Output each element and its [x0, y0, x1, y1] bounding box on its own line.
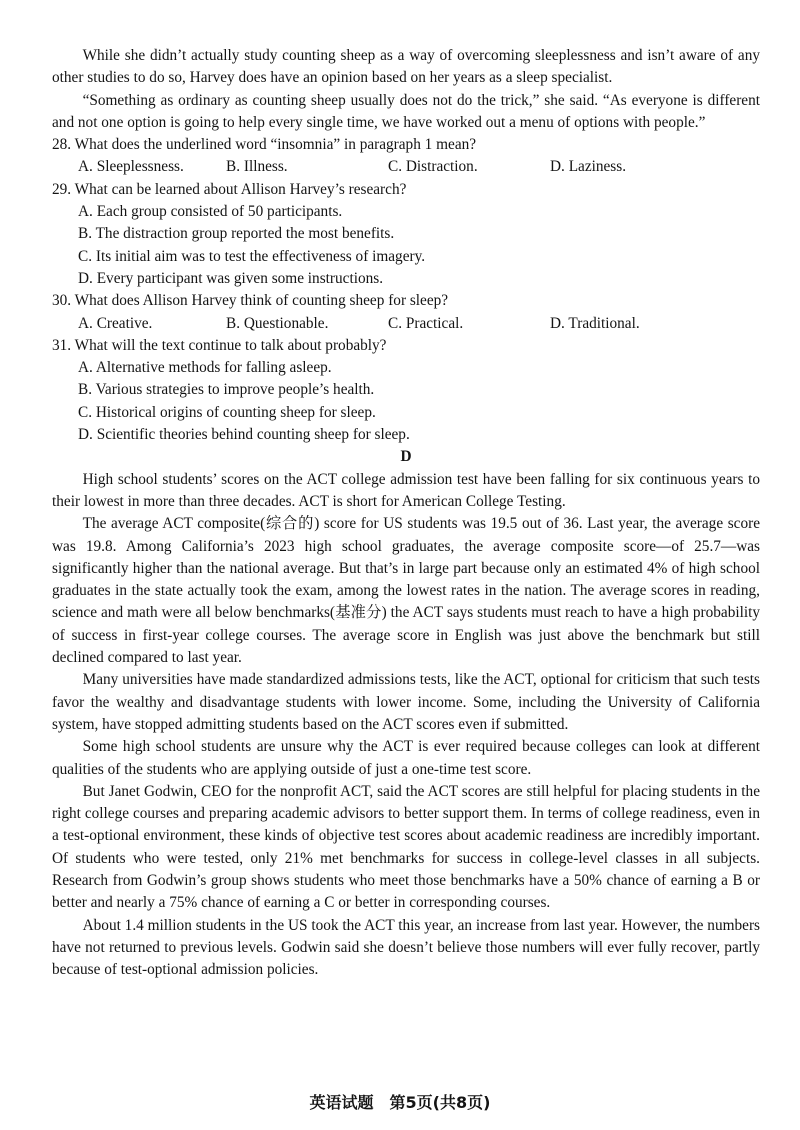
option-a: A. Alternative methods for falling asleep.: [78, 359, 332, 377]
question-stem: 31. What will the text continue to talk about probably?: [52, 336, 387, 354]
question-31: [52, 335, 760, 446]
option-d: D. Laziness.: [550, 158, 627, 176]
passage-d-paragraph: Some high school students are unsure why the ACT is ever required because colleges can look at different qualities of the students who are applying outside of just a one-time test score.: [52, 738, 760, 778]
question-stem: 29. What can be learned about Allison Harvey’s research?: [52, 180, 407, 198]
option-d: D. Scientific theories behind counting sheep for sleep.: [78, 426, 410, 444]
question-stem: 28. What does the underlined word “insomnia” in paragraph 1 mean?: [52, 136, 477, 154]
passage-d-paragraph: Many universities have made standardized admissions tests, like the ACT, optional for criticism that such tests favor the wealthy and disadvantage students with lower income. Some, including the University of California system, have stopped admitting students based on the ACT scores even if submitted.: [52, 671, 760, 733]
question-29: [52, 179, 760, 290]
option-b: B. Questionable.: [226, 314, 329, 332]
section-title: D: [400, 448, 412, 466]
options-column: [78, 201, 760, 290]
option-a: A. Each group consisted of 50 participants.: [78, 203, 343, 221]
question-28: [52, 134, 760, 179]
page-footer: 英语试题 第5页(共8页): [309, 1093, 491, 1112]
option-c: C. Distraction.: [388, 158, 478, 176]
option-c: C. Historical origins of counting sheep for sleep.: [78, 403, 376, 421]
question-30: [52, 290, 760, 335]
option-d: D. Traditional.: [550, 314, 640, 332]
passage-c-paragraph: While she didn’t actually study counting sheep as a way of overcoming sleeplessness and isn’t aware of any other studies to do so, Harvey does have an opinion based on her years as a sleep specialist.: [52, 47, 760, 87]
option-a: A. Creative.: [78, 314, 153, 332]
passage-c-paragraph: “Something as ordinary as counting sheep usually does not do the trick,” she said. “As everyone is different and not one option is going to help every single time, we have worked out a menu of options with people.”: [52, 91, 760, 131]
option-b: B. Illness.: [226, 158, 288, 176]
options-column: [78, 357, 760, 446]
option-a: A. Sleeplessness.: [78, 158, 184, 176]
options-row: [78, 156, 760, 178]
passage-d-paragraph: The average ACT composite(综合的) score for US students was 19.5 out of 36. Last year, the average score was 19.8. Among California’s 2023 high school graduates, the average composite score—of 25.7—was significantly higher than the national average. But that’s in large part because only an estimated 4% of high school graduates in the state actually took the exam, among the lowest rates in the nation. The average scores in reading, science and math were all below benchmarks(基准分) the ACT says students must reach to have a high probability of success in first-year college courses. The average score in English was just above the benchmark but still declined compared to last year.: [52, 515, 760, 667]
passage-d-paragraph: About 1.4 million students in the US took the ACT this year, an increase from last year. However, the numbers have not returned to previous levels. Godwin said she doesn’t believe those numbers will ever fully recover, partly because of test-optional admission policies.: [52, 916, 760, 979]
option-b: B. Various strategies to improve people’s health.: [78, 381, 375, 399]
option-c: C. Practical.: [388, 314, 464, 332]
options-row: [78, 313, 760, 335]
passage-d-paragraph: But Janet Godwin, CEO for the nonprofit ACT, said the ACT scores are still helpful for placing students in the right college courses and preparing academic advisors to better support them. In terms of college readiness, even in a test-optional environment, these kinds of objective test scores about academic readiness are incredibly important. Of students who were tested, only 21% met benchmarks for success in college-level classes in all subjects. Research from Godwin’s group shows students who meet those benchmarks have a 50% chance of earning a B or better and nearly a 75% chance of earning a C or better in corresponding courses.: [52, 782, 760, 912]
option-d: D. Every participant was given some instructions.: [78, 269, 384, 287]
option-b: B. The distraction group reported the most benefits.: [78, 225, 395, 243]
option-c: C. Its initial aim was to test the effectiveness of imagery.: [78, 247, 426, 265]
passage-d-paragraph: High school students’ scores on the ACT college admission test have been falling for six continuous years to their lowest in more than three decades. ACT is short for American College Testing.: [52, 470, 760, 510]
question-stem: 30. What does Allison Harvey think of counting sheep for sleep?: [52, 292, 449, 310]
